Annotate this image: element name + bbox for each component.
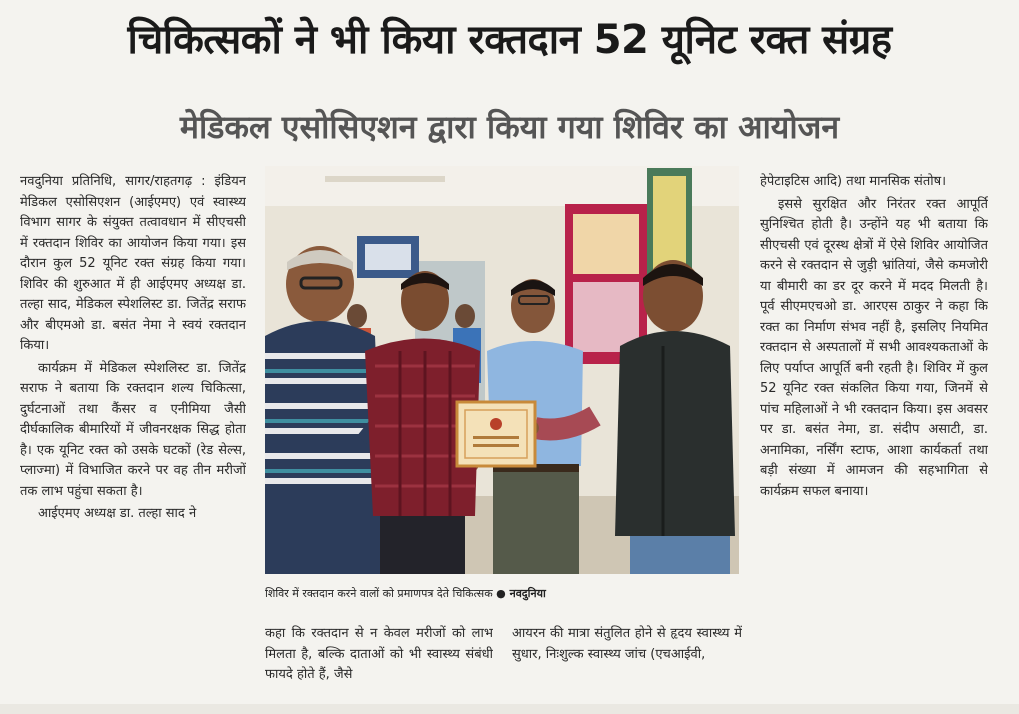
- article-paragraph: आयरन की मात्रा संतुलित होने से हृदय स्वास्थ्य में सुधार, निःशुल्क स्वास्थ्य जांच (एचआईवी,: [512, 626, 742, 662]
- photo-credit: ● नवदुनिया: [496, 587, 546, 600]
- article-column-2: [265, 624, 493, 700]
- article-paragraph: आईएमए अध्यक्ष डा. तल्हा साद ने: [38, 506, 197, 521]
- article-paragraph: हेपेटाइटिस आदि) तथा मानसिक संतोष।: [760, 174, 947, 189]
- article-paragraph: कार्यक्रम में मेडिकल स्पेशलिस्ट डा. जितेंद्र सराफ ने बताया कि रक्तदान शल्य चिकित्सा, दुर्घटनाओं तथा कैंसर व एनीमिया जैसी दीर्घकालिक बीमारियों में जीवनरक्षक सिद्ध होता है। एक यूनिट रक्त को उसके घटकों (रेड सेल्स, प्लाज्मा) में विभाजित करने पर वह तीन मरीजों तक लाभ पहुंचा सकता है।: [20, 360, 246, 499]
- article-paragraph: नवदुनिया प्रतिनिधि, सागर/राहतगढ़ : इंडियन मेडिकल एसोसिएशन (आईएमए) एवं स्वास्थ्य विभाग सागर के संयुक्त तत्वावधान में सीएचसी में रक्तदान शिविर का आयोजन किया गया। इस दौरान कुल 52 यूनिट रक्त संग्रह किया गया। शिविर की शुरुआत में ही आईएमए अध्यक्ष डा. तल्हा साद, मेडिकल स्पेशलिस्ट डा. जितेंद्र सराफ और बीएमओ डा. बसंत नेमा ने स्वयं रक्तदान किया।: [20, 174, 246, 353]
- article-left-column: [20, 172, 246, 697]
- article-paragraph: कहा कि रक्तदान से न केवल मरीजों को लाभ मिलता है, बल्कि दाताओं को भी स्वास्थ्य संबंधी फायदे होते हैं, जैसे: [265, 626, 493, 682]
- page-bottom-edge: [0, 704, 1019, 714]
- subheadline: मेडिकल एसोसिएशन द्वारा किया गया शिविर का आयोजन: [179, 108, 840, 146]
- certificate: [457, 402, 535, 466]
- news-photo: [265, 166, 739, 574]
- photo-caption: शिविर में रक्तदान करने वालों को प्रमाणपत्र देते चिकित्सक: [265, 587, 493, 600]
- article-right-column: [760, 172, 988, 697]
- headline: चिकित्सकों ने भी किया रक्तदान 52 यूनिट रक्त संग्रह: [127, 17, 892, 63]
- photo-caption-line: [265, 586, 745, 601]
- article-paragraph: इससे सुरक्षित और निरंतर रक्त आपूर्ति सुनिश्चित होती है। उन्होंने यह भी बताया कि सीएचसी एवं दूरस्थ क्षेत्रों में ऐसे शिविर आयोजित करने से रक्तदान से जुड़ी भ्रांतियां, जैसे कमजोरी या बीमारी का डर दूर करने में मदद मिलती है। पूर्व सीएमएचओ डा. आरएस ठाकुर ने कहा कि रक्त का निर्माण संभव नहीं है, इसलिए नियमित रक्तदान से अस्पतालों में सभी आवश्यकताओं के लिए पर्याप्त आपूर्ति बनी रहती है। शिविर में कुल 52 यूनिट रक्त संकलित किया गया, जिनमें से पांच महिलाओं ने भी रक्तदान किया। इस अवसर पर डा. बसंत नेमा, डा. संदीप असाटी, डा. अनामिका, नर्सिंग स्टाफ, आशा कार्यकर्ता तथा बड़ी संख्या में आमजन की सहभागिता से कार्यक्रम सफल बनाया।: [760, 196, 988, 499]
- photo-illustration: [265, 166, 739, 574]
- article-column-3: [512, 624, 742, 700]
